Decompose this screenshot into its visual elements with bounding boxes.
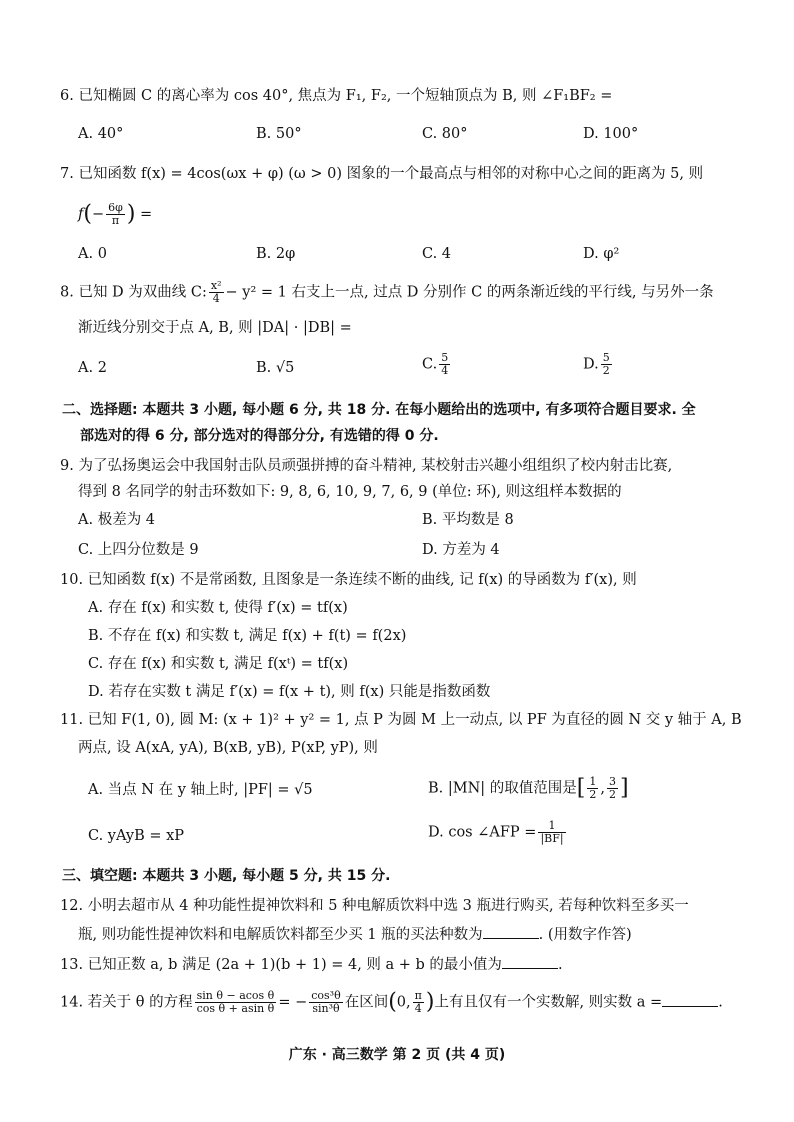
q7-option-a: A. 0: [78, 246, 107, 262]
q7-stem: 7. 已知函数 f(x) = 4cos(ωx + φ) (ω > 0) 图象的一个最高点与相邻的对称中心之间的距离为 5, 则: [60, 166, 704, 182]
section2-heading-line2: 部选对的得 6 分, 部分选对的得部分分, 有选错的得 0 分.: [80, 428, 439, 444]
q9-option-a: A. 极差为 4: [78, 512, 156, 528]
q9-option-b: B. 平均数是 8: [422, 512, 514, 528]
q11-stem2: 两点, 设 A(xA, yA), B(xB, yB), P(xP, yP), 则: [78, 740, 378, 756]
q14-stem: 14. 若关于 θ 的方程 $\frac{\text{sin θ − acos θ}}{\text{cos θ + asin θ}}$ = − $\frac{\text{cos³θ}}{\text{sin³θ}}$ 在区间(0, $\frac{\pi}{4}$ )上有且仅有一个实数解, 则实数 a = .: [60, 989, 723, 1015]
q9-option-d: D. 方差为 4: [422, 542, 500, 558]
q11-option-a: A. 当点 N 在 y 轴上时, |PF| = √5: [88, 782, 313, 798]
q9-option-c: C. 上四分位数是 9: [78, 542, 199, 558]
q7-stem2: f(− $\frac{6\varphi}{\pi}$ ) =: [78, 201, 153, 227]
q7-fraction: $\frac{6\varphi}{\pi}$: [108, 201, 123, 227]
section3-heading: 三、填空题: 本题共 3 小题, 每小题 5 分, 共 15 分.: [62, 868, 391, 884]
q8-stem2: 渐近线分别交于点 A, B, 则 |DA| · |DB| =: [78, 320, 352, 336]
q11-stem: 11. 已知 F(1, 0), 圆 M: (x + 1)² + y² = 1, 点 P 为圆 M 上一动点, 以 PF 为直径的圆 N 交 y 轴于 A, B: [60, 712, 742, 728]
q10-option-c: C. 存在 f(x) 和实数 t, 满足 f(xᵗ) = tf(x): [88, 656, 349, 672]
q11-option-b: B. |MN| 的取值范围是[ $\frac{1}{2}$ , $\frac{3}{2}$ ]: [428, 775, 629, 801]
section2-heading: 二、选择题: 本题共 3 小题, 每小题 6 分, 共 18 分. 在每小题给出的选项中, 有多项符合题目要求. 全: [62, 402, 696, 418]
q8-option-b: B. √5: [256, 360, 295, 376]
q12-stem2: 瓶, 则功能性提神饮料和电解质饮料都至少买 1 瓶的买法种数为 . (用数字作答): [78, 924, 632, 945]
q6-option-c: C. 80°: [422, 126, 468, 142]
q8-fraction: $\frac{\text{x²}}{4}$: [210, 279, 222, 305]
q7-option-c: C. 4: [422, 246, 452, 262]
q12-stem: 12. 小明去超市从 4 种功能性提神饮料和 5 种电解质饮料中选 3 瓶进行购买, 若每种饮料至多买一: [60, 898, 689, 914]
q10-option-b: B. 不存在 f(x) 和实数 t, 满足 f(x) + f(t) = f(2x): [88, 628, 407, 644]
q9-stem2: 得到 8 名同学的射击环数如下: 9, 8, 6, 10, 9, 7, 6, 9 (单位: 环), 则这组样本数据的: [78, 484, 622, 500]
q10-stem: 10. 已知函数 f(x) 不是常函数, 且图象是一条连续不断的曲线, 记 f(x) 的导函数为 f′(x), 则: [60, 572, 637, 588]
q14-answer-blank[interactable]: [662, 992, 718, 1007]
q7-f: f: [78, 206, 84, 223]
q14-fraction-right: $\frac{\text{cos³θ}}{\text{sin³θ}}$: [311, 989, 341, 1015]
q13-answer-blank[interactable]: [502, 954, 558, 969]
page-footer: 广东 · 高三数学 第 2 页 (共 4 页): [288, 1047, 506, 1063]
q9-stem: 9. 为了弘扬奥运会中我国射击队员顽强拼搏的奋斗精神, 某校射击兴趣小组组织了校内射击比赛,: [60, 458, 673, 474]
q10-option-a: A. 存在 f(x) 和实数 t, 使得 f′(x) = tf(x): [88, 600, 348, 616]
q8-stem: 8. 已知 D 为双曲线 C: $\frac{\text{x²}}{4}$ − y² = 1 右支上一点, 过点 D 分别作 C 的两条渐近线的平行线, 与另外一条: [60, 279, 714, 305]
q11-option-c: C. yAyB = xP: [88, 828, 185, 844]
q8-option-a: A. 2: [78, 360, 107, 376]
q6-option-d: D. 100°: [583, 126, 639, 142]
q6-stem: 6. 已知椭圆 C 的离心率为 cos 40°, 焦点为 F₁, F₂, 一个短轴顶点为 B, 则 ∠F₁BF₂ =: [60, 88, 613, 104]
q14-fraction-left: $\frac{\text{sin θ − acos θ}}{\text{cos θ + asin θ}}$: [196, 989, 275, 1015]
q6-option-a: A. 40°: [78, 126, 124, 142]
q13-stem: 13. 已知正数 a, b 满足 (2a + 1)(b + 1) = 4, 则 a + b 的最小值为 .: [60, 954, 563, 975]
q10-option-d: D. 若存在实数 t 满足 f′(x) = f(x + t), 则 f(x) 只能是指数函数: [88, 684, 491, 700]
q7-option-b: B. 2φ: [256, 246, 296, 262]
q8-option-c: C. $\frac{5}{4}$: [422, 351, 449, 377]
q7-option-d: D. φ²: [583, 246, 620, 262]
q12-answer-blank[interactable]: [483, 924, 539, 939]
q8-option-d: D. $\frac{5}{2}$: [583, 351, 610, 377]
q11-option-d: D. cos ∠AFP = $\frac{1}{|BF|}$: [428, 819, 564, 845]
q6-option-b: B. 50°: [256, 126, 302, 142]
